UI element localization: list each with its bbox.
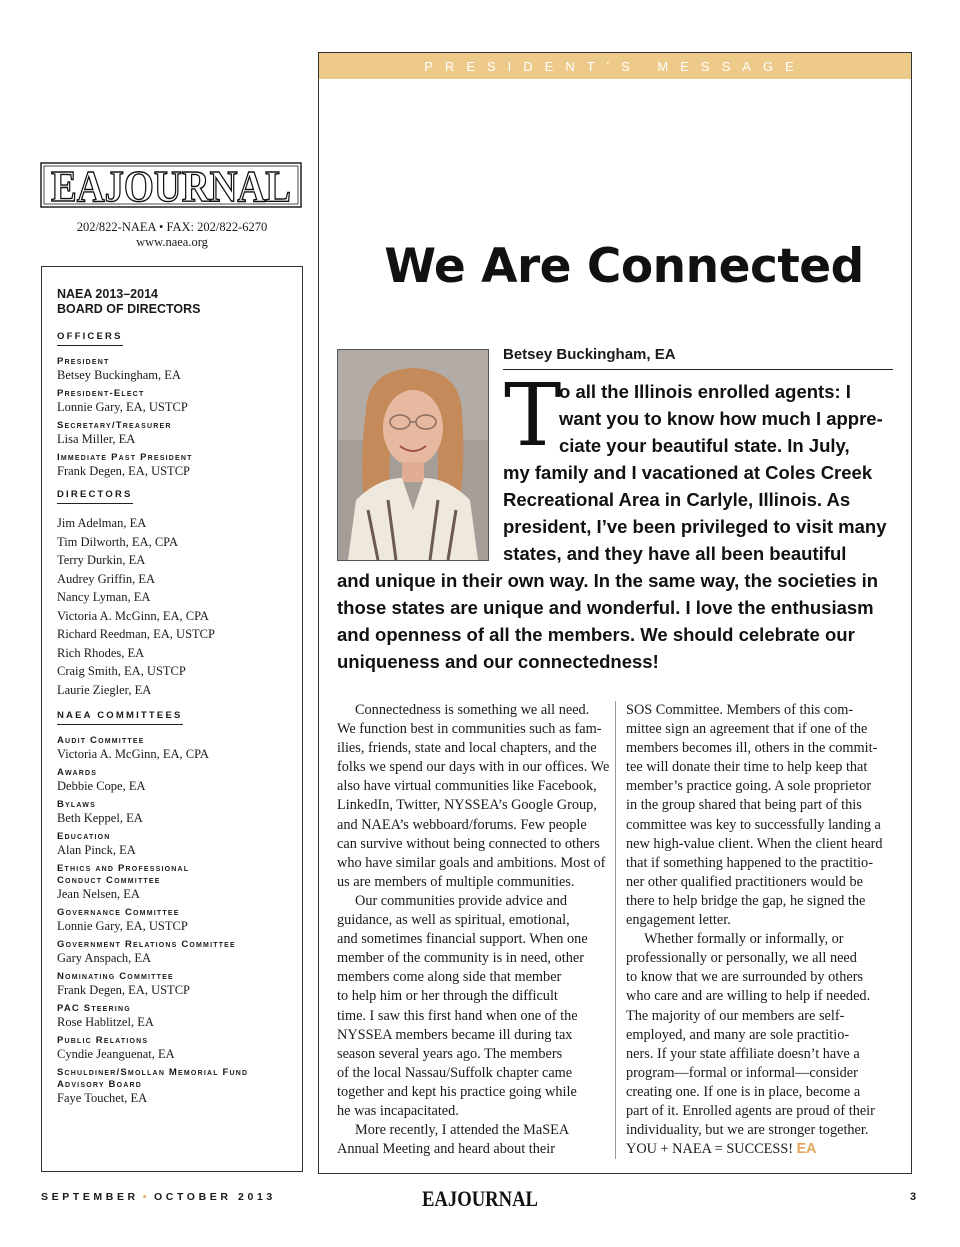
body-line: guidance, as well as spiritual, emotional,: [337, 912, 570, 929]
body-line: time. I saw this first hand when one of the: [337, 1007, 578, 1024]
lede-line: and unique in their own way. In the same way, the societies in: [337, 570, 879, 591]
officers-heading: OFFICERS: [57, 331, 123, 346]
body-line: us are members of multiple communities.: [337, 873, 575, 890]
body-line: ners. If your state affiliate doesn’t have a: [626, 1045, 860, 1062]
body-line: of the local Nassau/Suffolk chapter came: [337, 1064, 573, 1081]
committees-heading: NAEA COMMITTEES: [57, 710, 183, 725]
director-name: Terry Durkin, EA: [57, 553, 146, 567]
body-line: mittee sign an agreement that if one of the: [626, 721, 868, 738]
directors-heading: DIRECTORS: [57, 489, 133, 504]
committee-member: Lonnie Gary, EA, USTCP: [57, 919, 188, 933]
committee-role: Bylaws: [57, 799, 96, 810]
director-name: Audrey Griffin, EA: [57, 571, 156, 586]
body-line: members come along side that member: [337, 969, 562, 986]
section-label-bar: PRESIDENT'S MESSAGE: [319, 53, 911, 79]
board-of-directors-box: [41, 266, 303, 1172]
body-line: tee will donate their time to help keep that: [626, 759, 868, 776]
body-line: members becomes ill, others in the commit-: [626, 740, 878, 757]
director-name: Laurie Ziegler, EA: [57, 682, 152, 697]
committee-role: Schuldiner/Smollan Memorial Fund: [57, 1067, 249, 1078]
body-line: YOU + NAEA = SUCCESS! EA: [626, 1141, 817, 1158]
body-line: in the group shared that being part of this: [626, 797, 862, 814]
website-link[interactable]: www.naea.org: [136, 235, 208, 249]
lede-line: my family and I vacationed at Coles Creek: [503, 462, 873, 483]
footer-ea-journal-logo: [420, 1183, 540, 1213]
body-line: folks we spend our days with in our offices. We: [337, 759, 610, 776]
director-name: Craig Smith, EA, USTCP: [57, 664, 186, 678]
body-line: committee was key to successfully landing a: [626, 816, 881, 833]
committee-member: Jean Nelsen, EA: [57, 887, 140, 901]
body-line: SOS Committee. Members of this com-: [626, 702, 854, 718]
body-line: Whether formally or informally, or: [644, 931, 844, 948]
committee-member: Alan Pinck, EA: [57, 843, 136, 857]
body-line: can survive without being connected to others: [337, 835, 600, 852]
officers-list: [57, 356, 290, 478]
body-line: engagement letter.: [626, 912, 731, 929]
contact-phone-fax: 202/822-NAEA • FAX: 202/822-6270: [76, 220, 268, 234]
article-column-1: [337, 701, 609, 1159]
committee-role: Conduct Committee: [57, 875, 161, 886]
ea-journal-logo: [40, 155, 302, 215]
committee-role: Nominating Committee: [57, 971, 174, 982]
body-line: Our communities provide advice and: [355, 892, 568, 909]
body-line: We function best in communities such as fam-: [337, 721, 602, 738]
directors-list: [57, 514, 290, 699]
officer-role: President: [57, 356, 110, 367]
article-author: Betsey Buckingham, EA: [503, 346, 893, 370]
officer-role: President-Elect: [57, 388, 145, 399]
lede-line: want you to know how much I appre-: [559, 408, 883, 429]
officer-name: Lisa Miller, EA: [57, 432, 136, 446]
board-title: NAEA 2013–2014 BOARD OF DIRECTORS: [57, 287, 201, 316]
committee-role: Governance Committee: [57, 907, 180, 918]
committee-role: Advisory Board: [57, 1079, 143, 1090]
lede-line: ciate your beautiful state. In July,: [559, 435, 850, 456]
page-number: 3: [910, 1191, 917, 1203]
body-line: LinkedIn, Twitter, NYSSEA’s Google Group,: [337, 797, 597, 814]
body-line: also have virtual communities like Facebook,: [337, 778, 597, 795]
director-name: Rich Rhodes, EA: [57, 645, 145, 660]
body-line: member’s practice going. A sole proprietor: [626, 778, 872, 795]
svg-text:EAJOURNAL: EAJOURNAL: [51, 162, 291, 211]
committee-member: Beth Keppel, EA: [57, 811, 143, 825]
body-line: who have similar goals and ambitions. Most of: [337, 854, 606, 871]
drop-cap: T: [504, 366, 562, 466]
body-line: that if something happened to the practitio-: [626, 854, 873, 871]
svg-text:EAJOURNAL: EAJOURNAL: [422, 1186, 538, 1211]
officer-role: Secretary/Treasurer: [57, 420, 172, 431]
committee-role: Public Relations: [57, 1035, 149, 1046]
body-line: there to help bridge the gap, he signed the: [626, 892, 866, 909]
committee-role: Audit Committee: [57, 735, 145, 746]
body-line: he was incapacitated.: [337, 1102, 459, 1119]
body-line: creating one. If one is in place, become a: [626, 1083, 861, 1100]
committee-member: Faye Touchet, EA: [57, 1091, 148, 1105]
body-line: member of the community is in need, other: [337, 950, 584, 967]
officer-role: Immediate Past President: [57, 452, 193, 463]
article-column-2: [626, 701, 883, 1159]
committee-member: Rose Hablitzel, EA: [57, 1015, 154, 1029]
body-line: to help him or her through the difficult: [337, 988, 558, 1005]
issue-date: SEPTEMBER • OCTOBER 2013: [41, 1191, 276, 1203]
lede-line: Recreational Area in Carlyle, Illinois. As: [503, 489, 851, 510]
body-line: new high-value client. When the client heard: [626, 835, 883, 852]
committee-role: Ethics and Professional: [57, 863, 190, 874]
body-line: part of it. Enrolled agents are proud of their: [626, 1102, 875, 1119]
committees-list: [57, 735, 290, 1105]
committee-role: PAC Steering: [57, 1003, 131, 1014]
body-line: The majority of our members are self-: [626, 1007, 845, 1024]
body-line: employed, and many are sole practitio-: [626, 1026, 850, 1043]
lede-line: o all the Illinois enrolled agents: I: [559, 381, 851, 402]
committee-role: Government Relations Committee: [57, 939, 236, 950]
body-line: professionally or personally, we all need: [626, 950, 857, 967]
column-divider: [615, 701, 616, 1159]
body-line: program—formal or informal—consider: [626, 1064, 858, 1081]
committee-member: Frank Degen, EA, USTCP: [57, 983, 190, 997]
article-headline: We Are Connected: [384, 239, 864, 294]
committee-member: Cyndie Jeanguenat, EA: [57, 1047, 175, 1061]
lede-line: states, and they have all been beautiful: [503, 543, 847, 564]
body-line: ilies, friends, state and local chapters, and the: [337, 740, 597, 757]
end-mark: EA: [796, 1141, 817, 1158]
body-line: ner other qualified practitioners would be: [626, 873, 864, 890]
committee-role: Education: [57, 831, 111, 842]
body-line: season several years ago. The members: [337, 1045, 563, 1062]
committee-member: Victoria A. McGinn, EA, CPA: [57, 747, 209, 761]
body-line: and sometimes financial support. When one: [337, 931, 588, 948]
lede-line: and openness of all the members. We should celebrate our: [337, 624, 855, 645]
committee-member: Gary Anspach, EA: [57, 951, 152, 965]
body-line: Connectedness is something we all need.: [355, 702, 590, 718]
director-name: Richard Reedman, EA, USTCP: [57, 627, 215, 641]
committee-member: Debbie Cope, EA: [57, 779, 146, 793]
body-line: who care and are willing to help if needed.: [626, 988, 871, 1005]
lede-line: uniqueness and our connectedness!: [337, 651, 659, 672]
body-line: More recently, I attended the MaSEA: [355, 1122, 570, 1139]
lede-line: those states are unique and wonderful. I love the enthusiasm: [337, 597, 874, 618]
committee-role: Awards: [57, 767, 98, 778]
body-line: Annual Meeting and heard about their: [337, 1141, 555, 1158]
body-line: and NAEA’s webboard/forums. Few people: [337, 816, 587, 833]
body-line: NYSSEA members became ill during tax: [337, 1026, 573, 1043]
director-name: Tim Dilworth, EA, CPA: [57, 534, 178, 549]
officer-name: Lonnie Gary, EA, USTCP: [57, 400, 188, 414]
presidents-message-panel: [318, 52, 912, 1174]
director-name: Jim Adelman, EA: [57, 516, 147, 530]
body-line: together and kept his practice going while: [337, 1083, 577, 1100]
officer-name: Betsey Buckingham, EA: [57, 368, 181, 382]
lede-line: president, I’ve been privileged to visit many: [503, 516, 887, 537]
director-name: Nancy Lyman, EA: [57, 590, 151, 604]
body-line: individuality, but we are stronger together.: [626, 1122, 869, 1139]
director-name: Victoria A. McGinn, EA, CPA: [57, 608, 209, 623]
author-portrait: [337, 349, 489, 561]
officer-name: Frank Degen, EA, USTCP: [57, 464, 190, 478]
body-line: to know that we are surrounded by others: [626, 969, 864, 986]
